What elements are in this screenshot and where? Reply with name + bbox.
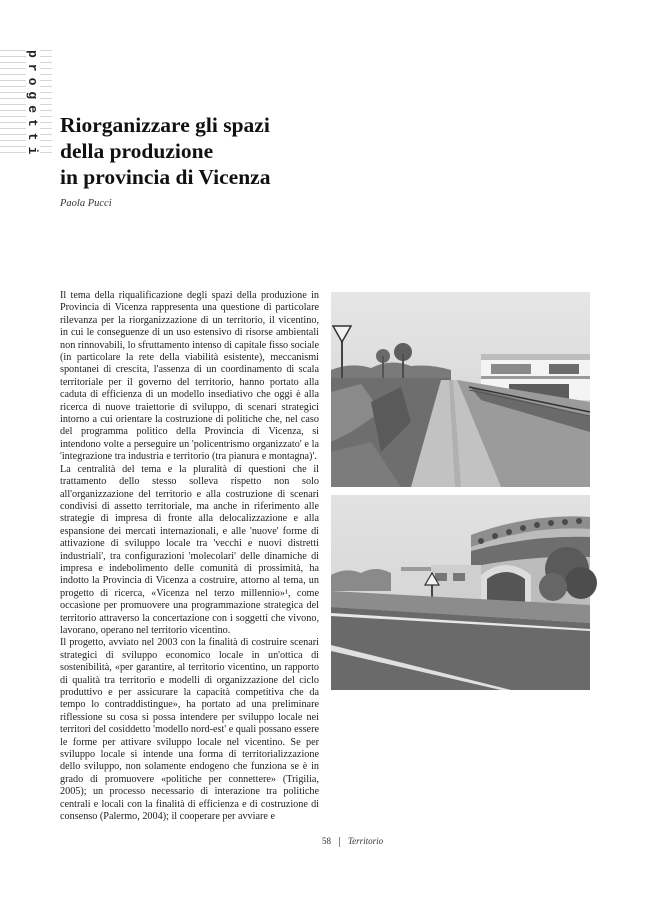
title-line-1: Riorganizzare gli spazi (60, 113, 270, 137)
footer-separator (339, 837, 340, 847)
paragraph-2: La centralità del tema e la pluralità di questioni che il trattamento dello stesso solleva rispetto non solo all'organizzazione del territorio e alla costruzione di scenari condivisi di assetto territoriale, ma anche in riferimento alle strategie di impresa di fronte alla delocalizzazione e alla espansione dei mercati internazionali, e alle 'nuove' forme di attivazione di sviluppo locale tra 'vecchi e nuovi distretti industriali', tra configurazioni 'molecolari' delle dinamiche di impresa e indebolimento delle comunità di prossimità, ha indotto la Provincia di Vicenza a costruire, attorno al tema, un progetto di ricerca, «Vicenza nel terzo millennio»¹, come occasione per promuovere una programmazione strategica del territorio attraverso la concertazione con i soggetti che vivono, lavorano, operano nel territorio vicentino. (60, 463, 319, 636)
page-number: 58 (322, 836, 331, 846)
title-line-3: in provincia di Vicenza (60, 165, 271, 189)
photo-industrial-path (331, 292, 590, 487)
page-footer (322, 836, 383, 847)
article-title (60, 112, 380, 190)
paragraph-1: Il tema della riqualificazione degli spazi della produzione in Provincia di Vicenza rappresenta una questione di particolare rilevanza per la riorganizzazione di un territorio, il vicentino, in cui le conseguenze di un uso estensivo di risorse ambientali non rinnovabili, lo sfruttamento intenso di capitale fisso sociale (in particolare la rete della viabilità esistente), meccanismi spontanei di crescita, l'assenza di un coordinamento di scala territoriale per il governo del territorio, hanno portato alla caduta di efficienza di un modello insediativo che oggi è alla ricerca di nuove traiettorie di sviluppo, di scenari strategici intorno a cui orientare la costruzione di politiche che, nel caso del programma politico della Provincia di Vicenza, si intendono volte a perseguire un 'policentrismo organizzato' e la 'integrazione tra industria e territorio (tra pianura e montagna)'. (60, 290, 319, 463)
paragraph-3: Il progetto, avviato nel 2003 con la finalità di costruire scenari strategici di sviluppo economico locale in un'ottica di sostenibilità, «per garantire, al territorio vicentino, un rapporto di qualità tra territorio e modelli di organizzazione del ciclo produttivo e per assicurare la capacità competitiva che da tempo lo contraddistingue», ha portato ad una preliminare riflessione su cosa si possa intendere per sviluppo locale nei territori del cosiddetto 'modello nord-est' e quali possano essere le forme per attivare sviluppo locale nel vicentino. Se per sviluppo locale si intende una forma di territorializzazione dello sviluppo, non solamente endogeno che funziona se è in grado di promuovere «politiche per connettere» (Trigilia, 2005); un processo necessario di interazione tra politiche centrali e locali con la finalità di efficienza e di costruzione di consenso (Palermo, 2004); il cooperare per avviare e (60, 637, 319, 823)
section-label: progetti (25, 50, 40, 161)
article-body (60, 290, 319, 823)
photo-curved-building (331, 495, 590, 690)
title-line-2: della produzione (60, 139, 214, 163)
section-tab (0, 50, 52, 161)
magazine-name: Territorio (348, 836, 384, 846)
author-name: Paola Pucci (60, 198, 112, 209)
